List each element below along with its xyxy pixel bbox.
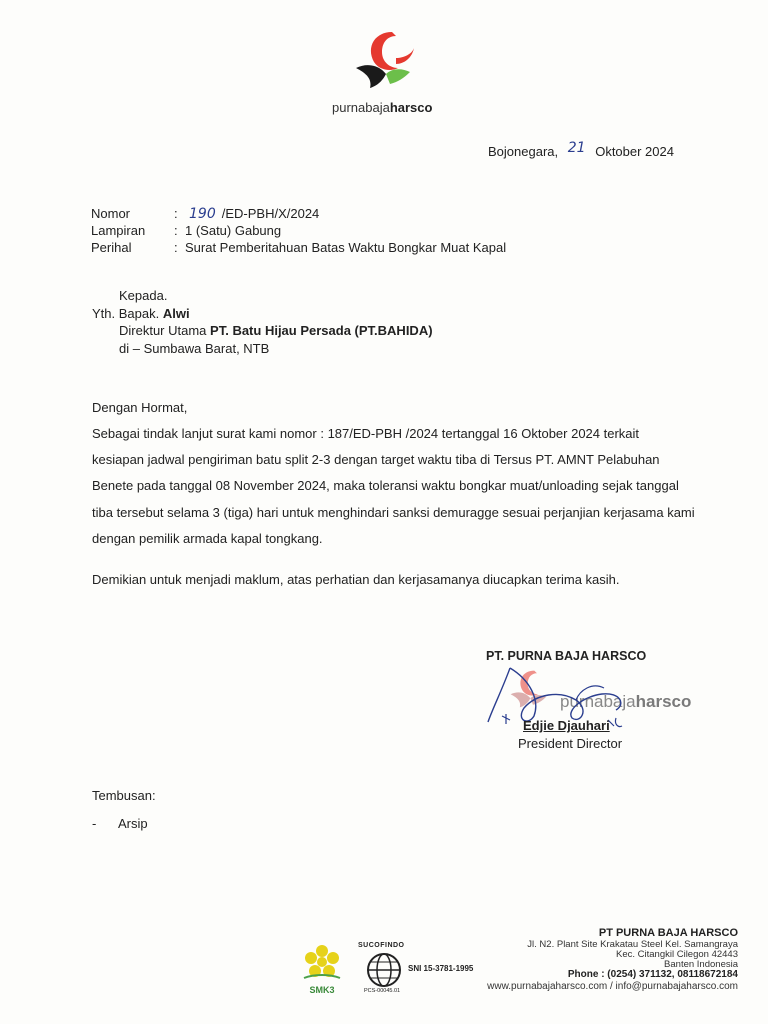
brand-wordmark xyxy=(332,100,432,115)
date-day-handwritten: 21 xyxy=(567,140,586,156)
signatory-name: Edjie Djauhari xyxy=(523,718,610,733)
body-paragraph xyxy=(92,421,695,552)
body-line-3: Benete pada tanggal 08 November 2024, maka toleransi waktu bongkar muat/unloading sejak tanggal xyxy=(92,478,679,494)
recipient-title: Direktur Utama xyxy=(119,323,207,338)
cc-dash: - xyxy=(92,816,97,831)
cc-item xyxy=(92,816,148,831)
closing-sentence: Demikian untuk menjadi maklum, atas perhatian dan kerjasamanya diucapkan terima kasih. xyxy=(92,572,620,587)
smk3-flower-icon xyxy=(294,942,350,982)
smk3-logo xyxy=(294,942,350,996)
nomor-suffix: /ED-PBH/X/2024 xyxy=(221,206,320,221)
body-line-2: kesiapan jadwal pengiriman batu split 2-3 dengan target waktu tiba di Tersus PT. AMNT Pelabuhan xyxy=(92,452,660,468)
footer-phone: Phone : (0254) 371132, 08118672184 xyxy=(567,969,738,980)
perihal-colon: : xyxy=(174,240,178,255)
cc-label: Tembusan: xyxy=(92,788,156,803)
recipient-company: PT. Batu Hijau Persada (PT.BAHIDA) xyxy=(210,323,433,338)
brand-bold: harsco xyxy=(389,100,433,115)
signature-company: PT. PURNA BAJA HARSCO xyxy=(486,649,647,663)
body-line-1: Sebagai tindak lanjut surat kami nomor : 187/ED-PBH /2024 tertanggal 16 Oktober 2024 terkait xyxy=(92,426,640,441)
recipient-name: Alwi xyxy=(162,305,190,321)
brand-light: purnabaja xyxy=(332,100,390,115)
lampiran-value: 1 (Satu) Gabung xyxy=(185,223,282,238)
place-date xyxy=(488,140,674,160)
place: Bojonegara, xyxy=(488,144,559,159)
sni-text: SNI 15-3781-1995 xyxy=(408,964,474,973)
yth-prefix: Yth. Bapak. xyxy=(92,305,160,321)
company-logo xyxy=(330,28,440,118)
stamp-light: purnabaja xyxy=(560,692,636,711)
nomor-value xyxy=(185,206,319,222)
footer-address-2: Kec. Citangkil Cilegon 42443 xyxy=(616,949,738,960)
stamp-bold: harsco xyxy=(635,692,692,711)
greeting: Dengan Hormat, xyxy=(92,400,188,415)
footer-address-1: Jl. N2. Plant Site Krakatau Steel Kel. Samangraya xyxy=(527,939,738,950)
signatory-position: President Director xyxy=(518,736,623,751)
nomor-handwritten: 190 xyxy=(189,206,216,222)
nomor-colon: : xyxy=(174,206,178,221)
perihal-value: Surat Pemberitahuan Batas Waktu Bongkar Muat Kapal xyxy=(185,240,507,255)
cc-item-label: Arsip xyxy=(117,816,148,831)
perihal-label: Perihal xyxy=(91,240,132,255)
smk3-text: SMK3 xyxy=(309,985,335,995)
footer-company: PT PURNA BAJA HARSCO xyxy=(598,927,738,939)
date-month-year: Oktober 2024 xyxy=(595,144,674,159)
body-line-4: tiba tersebut selama 3 (tiga) hari untuk menghindari sanksi demuragge sesuai perjanjian kerjasama kami xyxy=(92,504,695,520)
title-line xyxy=(92,322,433,340)
sucofindo-logo xyxy=(354,942,414,998)
footer-address-3: Banten Indonesia xyxy=(664,959,738,970)
pcs-text: PCS-00045.01 xyxy=(364,988,401,994)
sucofindo-globe-icon xyxy=(366,952,402,988)
lampiran-colon: : xyxy=(174,223,178,238)
kepada-line: Kepada. xyxy=(119,288,168,303)
nomor-label: Nomor xyxy=(91,206,131,221)
location-line: di – Sumbawa Barat, NTB xyxy=(119,340,270,356)
yth-line xyxy=(92,305,433,323)
recipient-block xyxy=(92,287,433,357)
footer-web[interactable]: www.purnabajaharsco.com / info@purnabajaharsco.com xyxy=(487,981,738,992)
body-line-5: dengan pemilik armada kapal tongkang. xyxy=(92,530,323,546)
sucofindo-text: SUCOFINDO xyxy=(358,942,405,949)
logo-mark-icon xyxy=(352,28,422,98)
lampiran-label: Lampiran xyxy=(91,223,146,238)
